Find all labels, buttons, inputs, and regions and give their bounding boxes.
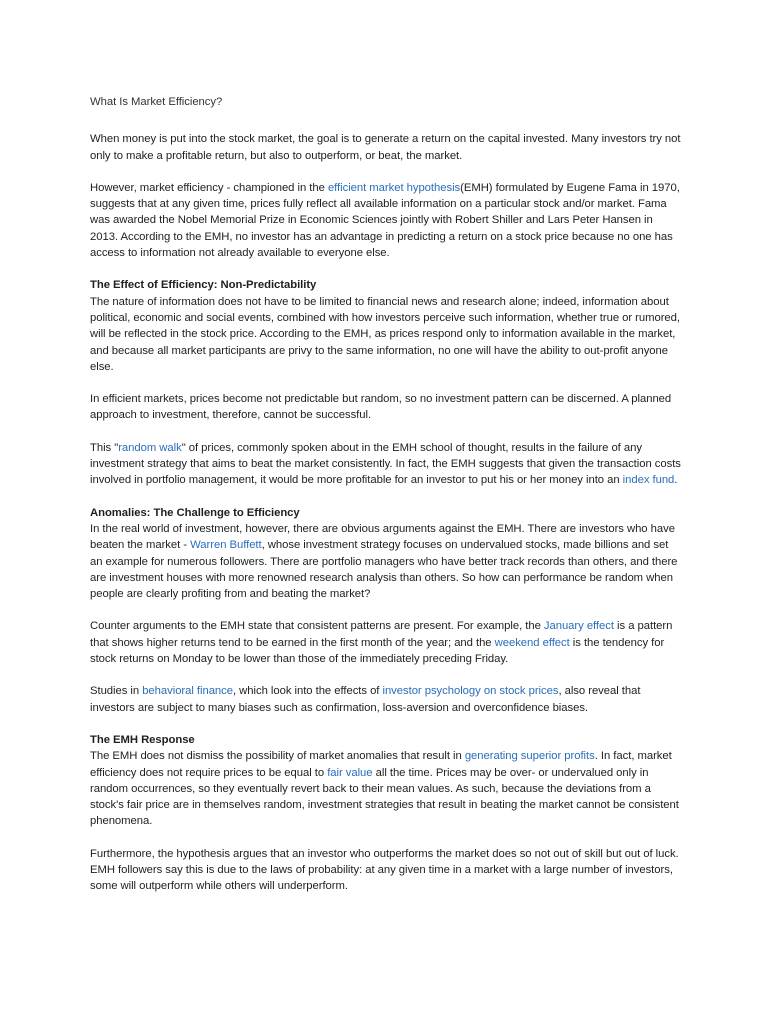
link-investor-psychology[interactable]: investor psychology on stock prices <box>382 685 559 698</box>
text-span: The EMH does not dismiss the possibility of market anomalies that result in <box>90 750 465 763</box>
link-generating-superior-profits[interactable]: generating superior profits <box>464 750 595 763</box>
text-span: Studies in <box>90 685 143 698</box>
text-span: (EMH) formulated by Eugene Fama in 1970, suggests that at any given time, prices fully reflect all available information on a particular stock and/or market. Fama was awarded the Nobel Memorial Prize in Economic Sciences jointly with Robert Shiller and Lars Peter Hansen in 2013. According to the EMH, no investor has an advantage in predicting a return on a stock price because no one has access to information not already available to everyone else. <box>90 181 680 260</box>
text-span: This " <box>90 441 119 454</box>
section-anomalies <box>90 505 682 603</box>
paragraph-luck: Furthermore, the hypothesis argues that an investor who outperforms the market does so not out of skill but out of luck. EMH followers say this is due to the laws of probability: at any given time in a market with a large number of investors, some will outperform while others will underperform. <box>90 847 679 893</box>
text-span: , also reveal that investors are subject to many biases such as confirmation, loss-aversion and overconfidence biases. <box>90 685 641 714</box>
text-span: . <box>674 474 678 487</box>
link-january-effect[interactable]: January effect <box>543 620 614 633</box>
paragraph-counter-arguments <box>90 618 682 667</box>
link-behavioral-finance[interactable]: behavioral finance <box>142 685 233 698</box>
link-index-fund[interactable]: index fund <box>622 474 675 487</box>
paragraph-behavioral-finance <box>90 683 682 716</box>
link-efficient-market-hypothesis[interactable]: efficient market hypothesis <box>327 181 461 194</box>
text-span: is the tendency for stock returns on Monday to be lower than those of the immediately preceding Friday. <box>90 636 665 666</box>
paragraph-intro: When money is put into the stock market, the goal is to generate a return on the capital invested. Many investors try not only to make a profitable return, but also to outperform, or beat, the market. <box>90 133 681 162</box>
paragraph-emh <box>90 180 682 261</box>
document-page <box>90 94 682 911</box>
text-span: , which look into the effects of <box>233 685 383 698</box>
text-span: Counter arguments to the EMH state that consistent patterns are present. For example, the <box>90 620 544 633</box>
section-heading: The EMH Response <box>90 733 195 746</box>
paragraph-random-prices: In efficient markets, prices become not predictable but random, so no investment pattern can be discerned. A planned approach to investment, therefore, cannot be successful. <box>90 393 672 422</box>
text-span: all the time. Prices may be over- or undervalued only in random occurrences, so they eventually revert back to their mean values. As such, because the deviations from a stock's fair price are in themselves random, investment strategies that result in beating the market cannot be consistent phenomena. <box>90 766 679 828</box>
section-body: The nature of information does not have to be limited to financial news and research alone; indeed, information about political, economic and social events, combined with how investors perceive such information, whether true or rumored, will be reflected in the stock price. According to the EMH, as prices respond only to information available in the market, and because all market participants are privy to the same information, no one will have the ability to out-profit anyone else. <box>90 295 680 373</box>
document-title: What Is Market Efficiency? <box>90 96 223 108</box>
section-emh-response <box>90 732 682 830</box>
text-span: " of prices, commonly spoken about in the EMH school of thought, results in the failure of any investment strategy that aims to beat the market consistently. In fact, the EMH suggests that given the transaction costs involved in portfolio management, it would be more profitable for an investor to put his or her money into an <box>90 441 681 487</box>
paragraph-random-walk <box>90 440 682 489</box>
text-span: However, market efficiency - championed in the <box>90 181 328 194</box>
text-span: , whose investment strategy focuses on undervalued stocks, made billions and set an example for numerous followers. There are portfolio managers who have better track records than others, and there are investment houses with more renowned research analysis than others. So how can performance be random when people are clearly profiting from and beating the market? <box>90 539 678 601</box>
text-span: is a pattern that shows higher returns tend to be earned in the first month of the year; and the <box>90 620 673 649</box>
section-non-predictability <box>90 277 682 375</box>
text-span: . In fact, market efficiency does not require prices to be equal to <box>90 750 672 779</box>
link-random-walk[interactable]: random walk <box>118 441 182 454</box>
text-span: In the real world of investment, however, there are obvious arguments against the EMH. There are investors who have beaten the market - <box>90 522 675 552</box>
section-heading: Anomalies: The Challenge to Efficiency <box>90 506 300 519</box>
link-weekend-effect[interactable]: weekend effect <box>494 636 570 649</box>
link-fair-value[interactable]: fair value <box>327 766 373 779</box>
section-heading: The Effect of Efficiency: Non-Predictability <box>90 279 317 292</box>
link-warren-buffett[interactable]: Warren Buffett <box>190 539 262 552</box>
